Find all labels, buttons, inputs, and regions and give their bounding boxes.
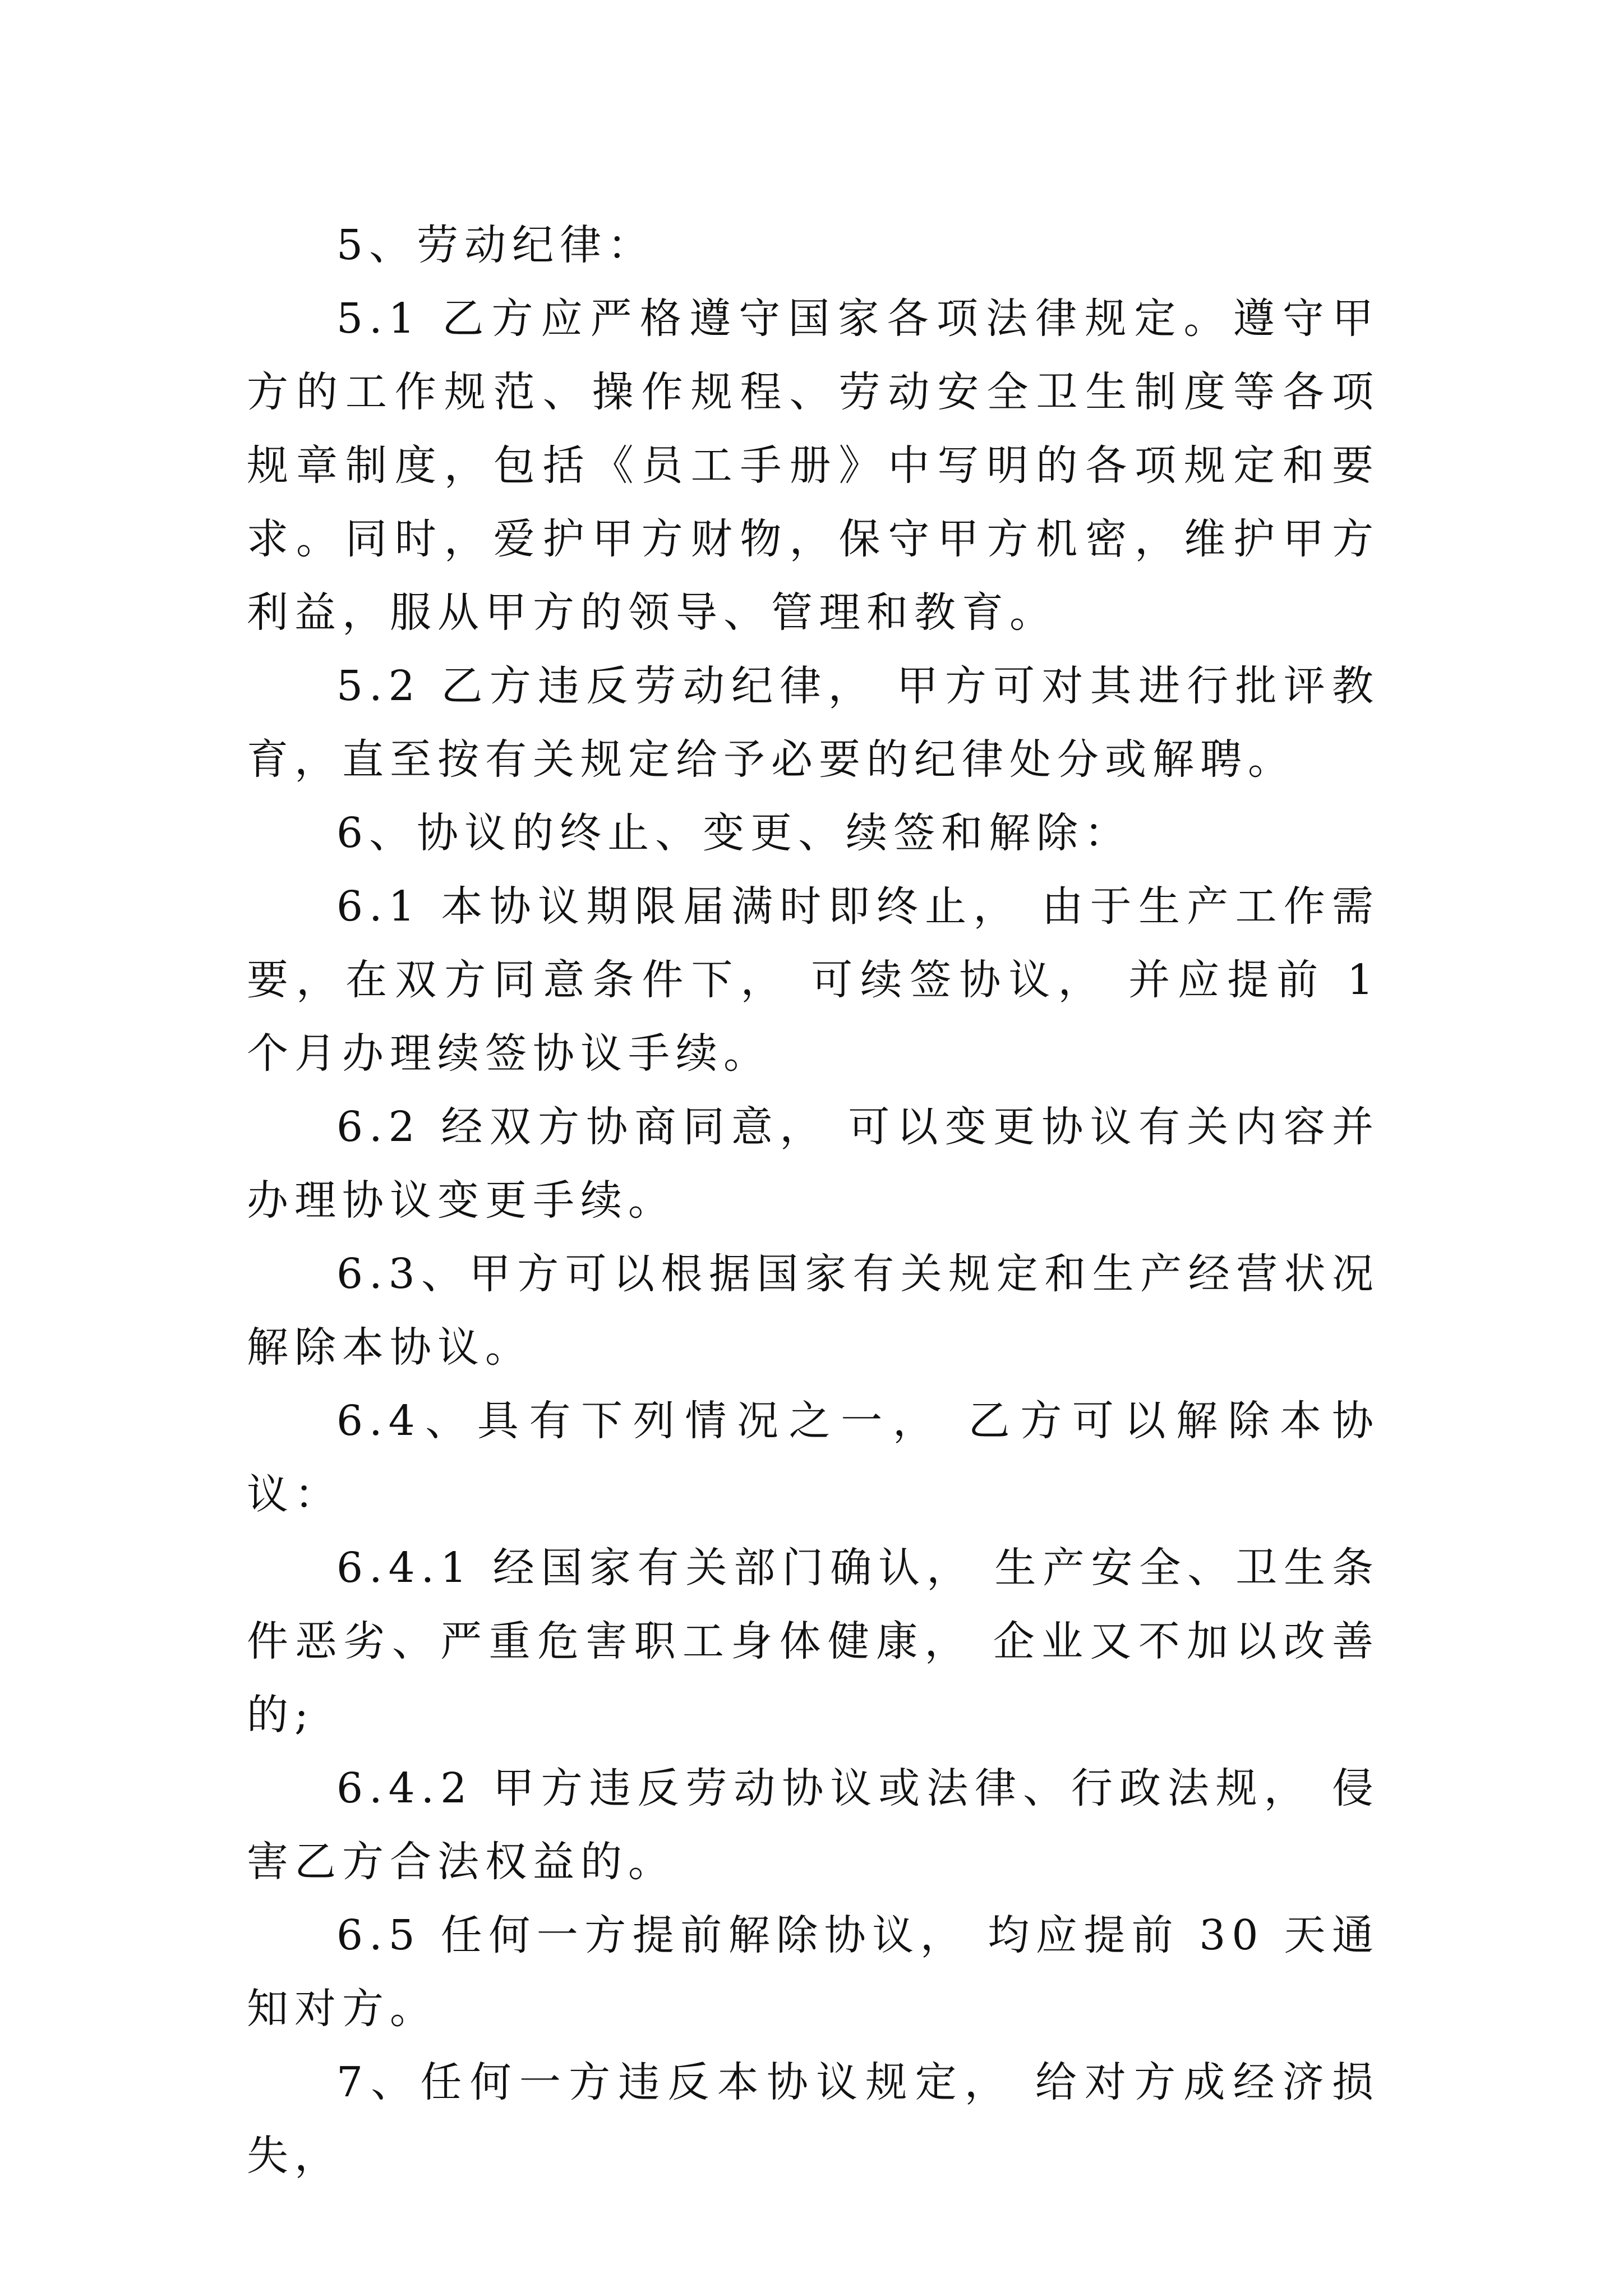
section-5-heading: 5、劳动纪律： [336, 221, 656, 269]
clause-6-2: 6.2 经双方协商同意， 可以变更协议有关内容并办理协议变更手续。 [247, 1103, 1380, 1225]
clause-6-4-2: 6.4.2 甲方违反劳动协议或法律、行政法规， 侵害乙方合法权益的。 [247, 1764, 1380, 1886]
clause-6-3: 6.3、甲方可以根据国家有关规定和生产经营状况解除本协议。 [247, 1250, 1380, 1372]
clause-6-5: 6.5 任何一方提前解除协议， 均应提前 30 天通知对方。 [247, 1911, 1380, 2033]
clause-6-4-1: 6.4.1 经国家有关部门确认， 生产安全、卫生条件恶劣、严重危害职工身体健康， 企业又不加以改善的; [247, 1544, 1380, 1739]
clause-5-1: 5.1 乙方应严格遵守国家各项法律规定。遵守甲方的工作规范、操作规程、劳动安全卫生制度等各项规章制度，包括《员工手册》中写明的各项规定和要求。同时，爱护甲方财物，保守甲方机密，维护甲方利益，服从甲方的领导、管理和教育。 [247, 295, 1380, 637]
clause-6-1: 6.1 本协议期限届满时即终止， 由于生产工作需要，在双方同意条件下， 可续签协议， 并应提前 1 个月办理续签协议手续。 [247, 882, 1380, 1078]
section-6-heading: 6、协议的终止、变更、续签和解除： [336, 809, 1132, 857]
clause-5-2: 5.2 乙方违反劳动纪律， 甲方可对其进行批评教育，直至按有关规定给予必要的纪律处分或解聘。 [247, 662, 1380, 784]
section-7: 7、任何一方违反本协议规定， 给对方成经济损失， [247, 2058, 1380, 2180]
document-body [247, 209, 1380, 2193]
clause-6-4: 6.4、具有下列情况之一， 乙方可以解除本协议： [247, 1397, 1380, 1519]
